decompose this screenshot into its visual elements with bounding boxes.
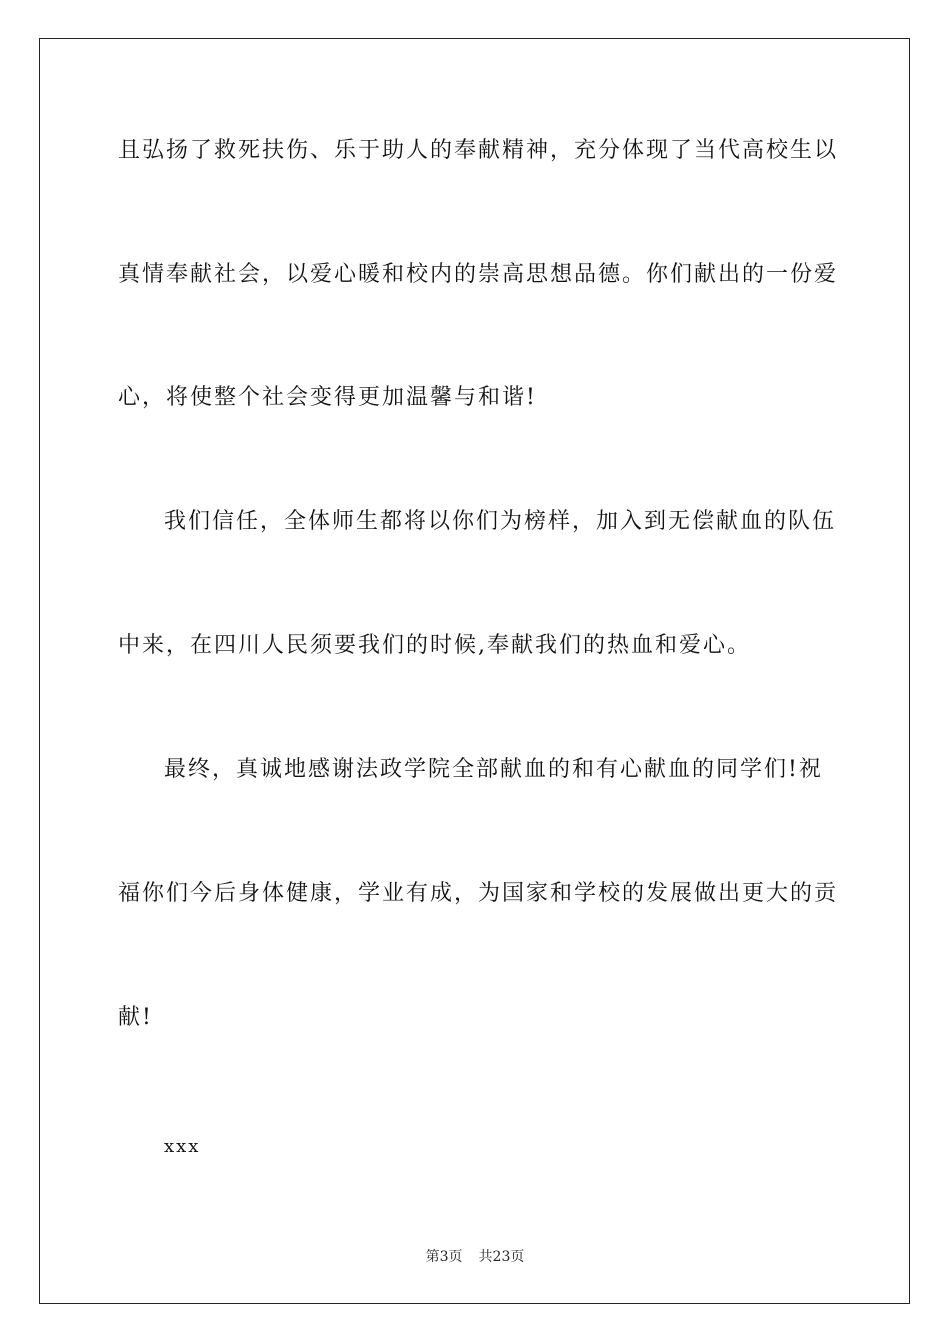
body-line-7: 福你们今后身体健康，学业有成，为国家和学校的发展做出更大的贡 xyxy=(118,881,839,906)
current-page-label: 第3页 xyxy=(425,1249,463,1265)
body-line-6: 最终，真诚地感谢法政学院全部献血的和有心献血的同学们!祝 xyxy=(164,757,823,782)
signature: xxx xyxy=(164,1136,201,1157)
page-border xyxy=(39,38,910,1304)
total-pages-label: 共23页 xyxy=(478,1249,525,1265)
body-line-2: 真情奉献社会，以爱心暖和校内的崇高思想品德。你们献出的一份爱 xyxy=(118,262,839,287)
page-footer xyxy=(0,1247,950,1267)
body-line-3: 心，将使整个社会变得更加温馨与和谐! xyxy=(118,385,537,410)
body-line-8: 献! xyxy=(118,1005,153,1030)
body-line-4: 我们信任，全体师生都将以你们为榜样，加入到无偿献血的队伍 xyxy=(164,509,837,534)
body-line-1: 且弘扬了救死扶伤、乐于助人的奉献精神，充分体现了当代高校生以 xyxy=(118,138,839,163)
body-line-5: 中来，在四川人民须要我们的时候,奉献我们的热血和爱心。 xyxy=(118,633,751,658)
